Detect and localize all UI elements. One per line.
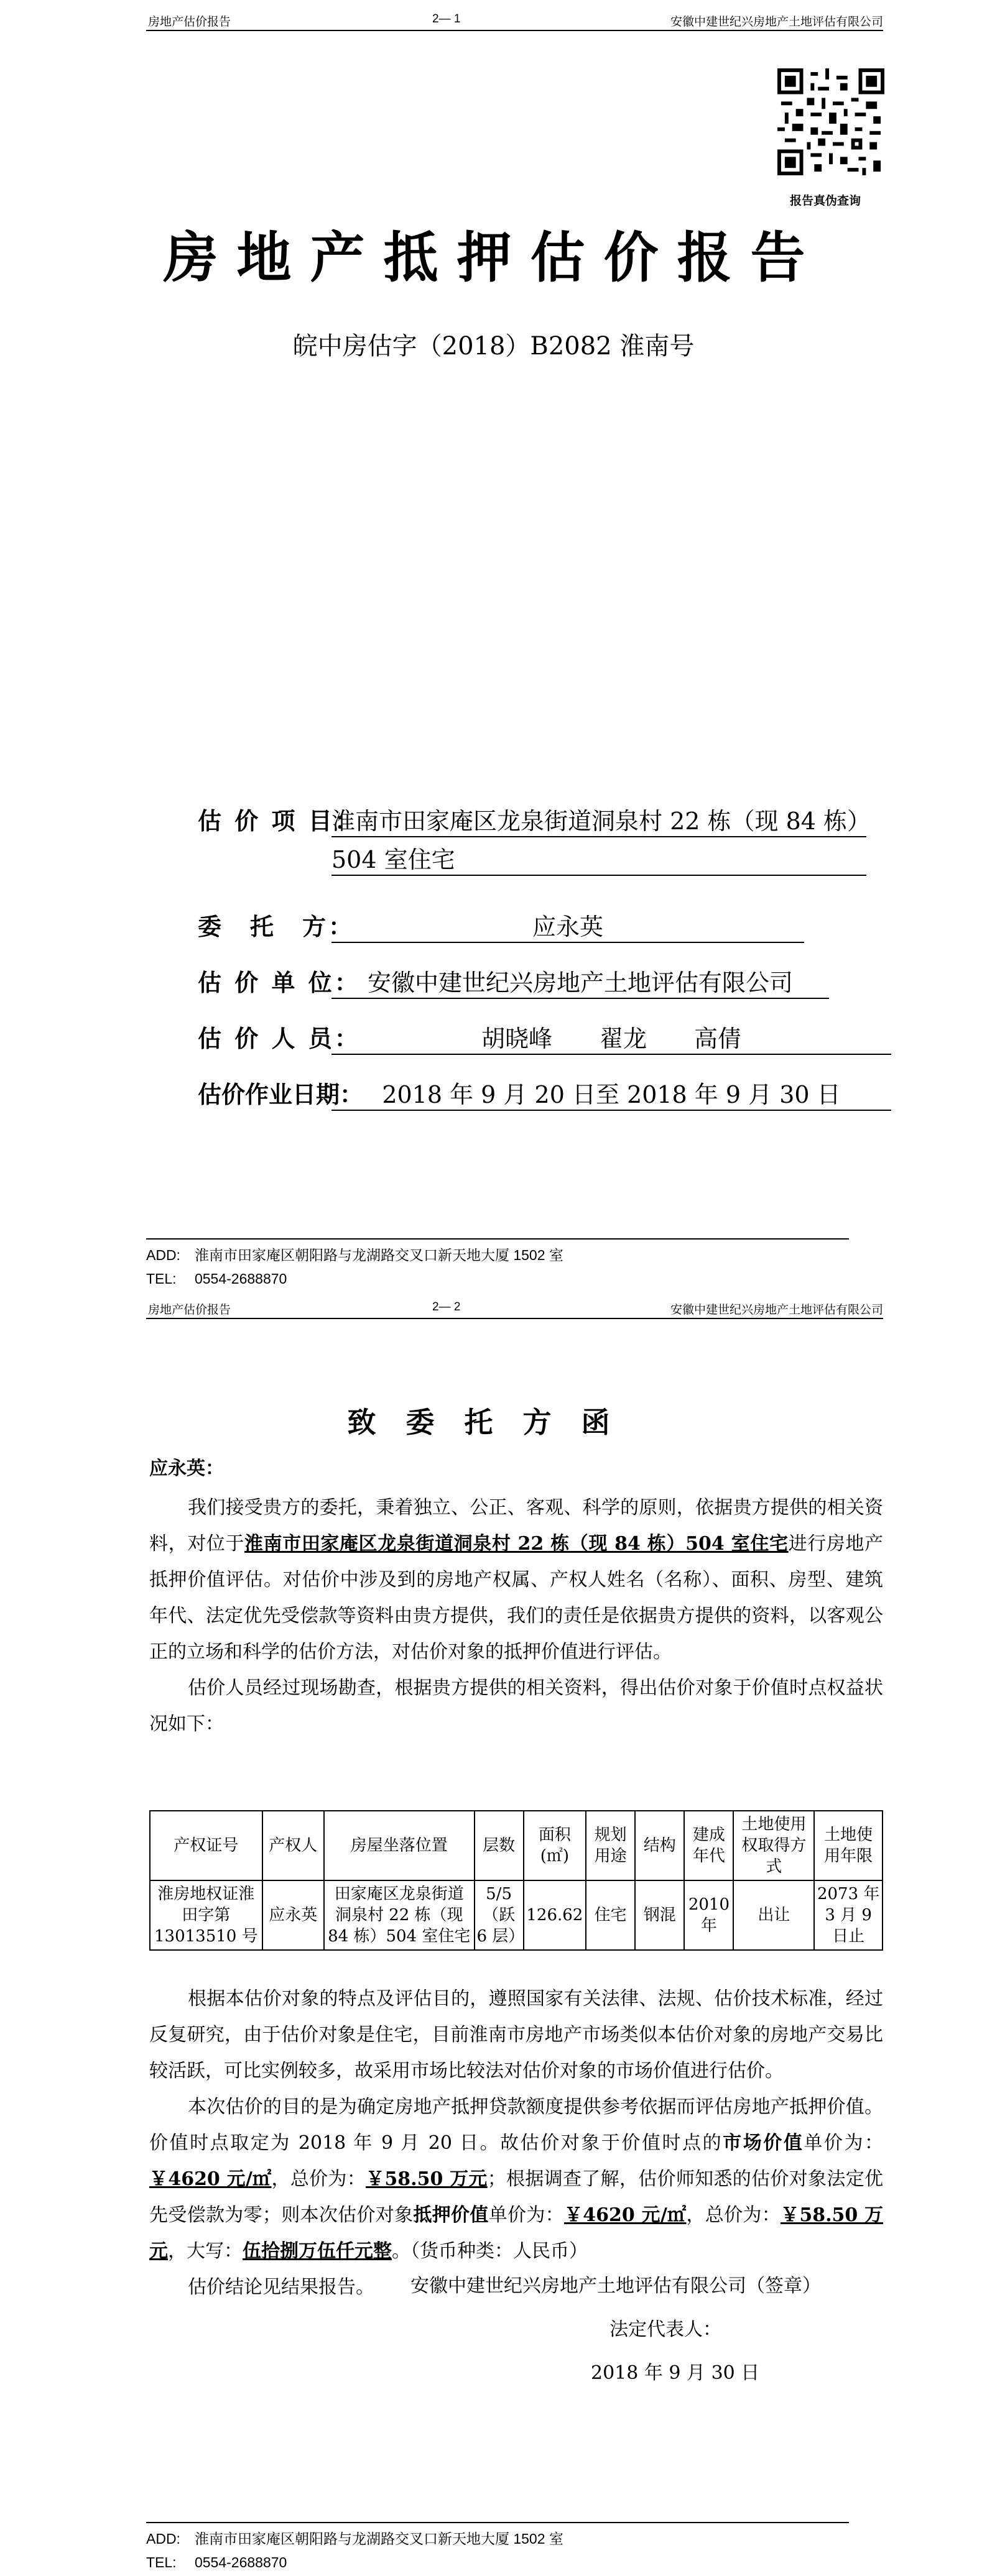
footer-phone: TEL: 0554-2688870 [146,1271,287,1287]
header-right: 安徽中建世纪兴房地产土地评估有限公司 [670,16,883,29]
header-page-number: 2— 2 [432,1300,461,1313]
field-label: 估 价 单 位： [198,968,361,996]
staff-value: 胡晓峰 翟龙 高倩 [331,1019,891,1055]
table-header-row [150,1811,883,1880]
qr-code-icon[interactable] [777,68,884,175]
table-cell: 126.62 [524,1880,586,1950]
page-footer [146,1238,849,1290]
page-header [146,6,883,31]
field-label: 估价作业日期： [198,1080,364,1108]
paragraph-3: 根据本估价对象的特点及评估目的，遵照国家有关法律、法规、估价技术标准，经过反复研究，由于估价对象是住宅，目前淮南市房地产市场类似本估价对象的房地产交易比较活跃，可比实例较多，故采用市场比较法对估价对象的市场价值进行估价。 [149,1988,883,2082]
table-row [150,1880,883,1950]
paragraph-4 [149,2089,883,2270]
table-header-cell: 结构 [635,1811,684,1880]
para4-text: 。（货币种类：人民币） [392,2240,588,2262]
signature-company: 安徽中建世纪兴房地产土地评估有限公司（签章） [410,2275,821,2297]
project-line-2: 504 室住宅 [331,840,866,876]
market-value-label: 市场价值 [723,2132,804,2154]
header-left: 房地产估价报告 [148,16,231,29]
market-total-price: ￥58.50 万元 [366,2168,488,2190]
project-line-1: 淮南市田家庵区龙泉街道洞泉村 22 栋（现 84 栋） [331,802,866,837]
footer-address: ADD: 淮南市田家庵区朝阳路与龙湖路交叉口新天地大厦 1502 室 [146,2531,563,2547]
mortgage-unit-price: ￥4620 元/㎡ [563,2204,687,2226]
footer-phone: TEL: 0554-2688870 [146,2554,287,2570]
table-header-cell: 房屋坐落位置 [324,1811,474,1880]
header-left: 房地产估价报告 [148,1304,231,1317]
table-cell: 2010 年 [684,1880,733,1950]
para4-text: 单价为： [488,2204,564,2226]
page-footer [146,2522,849,2574]
client-value: 应永英 [331,908,804,943]
table-cell: 淮房地权证淮田字第 13013510 号 [150,1880,262,1950]
property-address: 淮南市田家庵区龙泉街道洞泉村 22 栋（现 84 栋）504 室住宅 [244,1533,789,1555]
property-table [149,1810,883,1951]
header-right: 安徽中建世纪兴房地产土地评估有限公司 [670,1304,883,1317]
page-header [146,1294,883,1319]
table-cell: 田家庵区龙泉街道洞泉村 22 栋（现 84 栋）504 室住宅 [324,1880,474,1950]
para4-text: ，大写： [168,2240,243,2262]
qr-caption: 报告真伪查询 [790,194,861,208]
para4-text: 本次估价的目的是为确定房地产抵押贷款额度提供参考依据而评估房地产抵押价值。价值时点取定为 2018 年 9 月 20 日。故估价对象于价值时点的 [149,2096,883,2154]
mortgage-value-label: 抵押价值 [413,2204,489,2226]
table-cell: 2073 年 3 月 9 日止 [814,1880,883,1950]
table-cell: 住宅 [586,1880,635,1950]
date-value: 2018 年 9 月 20 日至 2018 年 9 月 30 日 [331,1075,891,1111]
mortgage-total-price: ￥58.50 万元 [149,2204,884,2262]
table-header-cell: 产权证号 [150,1811,262,1880]
table-cell: 出让 [733,1880,814,1950]
report-title: 房地产抵押估价报告 [163,225,824,290]
table-header-cell: 层数 [475,1811,524,1880]
appraiser-value: 安徽中建世纪兴房地产土地评估有限公司 [331,964,829,999]
para1-text: 我们接受贵方的委托，秉着独立、公正、客观、科学的原则，依据贵方提供的相关资料，对位于 [149,1497,883,1555]
signature-representative: 法定代表人： [609,2319,721,2340]
table-header-cell: 面积(㎡) [524,1811,586,1880]
field-project [198,802,882,873]
table-cell: 钢混 [635,1880,684,1950]
table-header-cell: 规划用途 [586,1811,635,1880]
letter-body-bottom [149,1981,883,2306]
table-cell: 5/5（跃 6 层） [475,1880,524,1950]
para4-text: 单价为： [804,2132,884,2154]
table-header-cell: 土地使用年限 [814,1811,883,1880]
field-label: 估 价 人 员： [198,1024,361,1052]
paragraph-5: 估价结论见结果报告。 [188,2276,374,2298]
salutation: 应永英： [149,1458,224,1479]
table-header-cell: 土地使用权取得方式 [733,1811,814,1880]
para4-text: ，总价为： [271,2168,366,2190]
paragraph-1 [149,1490,883,1670]
field-label: 委 托 方： [198,913,355,941]
para4-text: ；根据调查了解，估价师知悉的估价对象法定优先受偿款为零；则本次估价对象 [149,2168,884,2226]
para4-text: ，总价为： [686,2204,781,2226]
letter-page [0,1288,987,2576]
header-page-number: 2— 1 [432,12,461,25]
footer-address: ADD: 淮南市田家庵区朝阳路与龙湖路交叉口新天地大厦 1502 室 [146,1247,563,1263]
letter-title: 致委托方函 [347,1405,640,1439]
signature-date: 2018 年 9 月 30 日 [591,2362,760,2384]
field-label: 估 价 项 目： [198,807,361,835]
table-header-cell: 建成年代 [684,1811,733,1880]
report-number: 皖中房估字（2018）B2082 淮南号 [292,332,695,361]
amount-in-words: 伍拾捌万伍仟元整 [243,2240,392,2262]
letter-body-top [149,1490,883,1742]
para1-text-cont: 进行房地产抵押价值评估。对估价中涉及到的房地产权属、产权人姓名（名称）、面积、房型、建筑年代、法定优先受偿款等资料由贵方提供，我们的责任是依据贵方提供的资料，以客观公正的立场和科学的估价方法，对估价对象的抵押价值进行评估。 [149,1533,884,1663]
table-header-cell: 产权人 [262,1811,324,1880]
table-cell: 应永英 [262,1880,324,1950]
paragraph-2: 估价人员经过现场勘查，根据贵方提供的相关资料，得出估价对象于价值时点权益状况如下： [149,1677,883,1735]
market-unit-price: ￥4620 元/㎡ [149,2168,272,2190]
